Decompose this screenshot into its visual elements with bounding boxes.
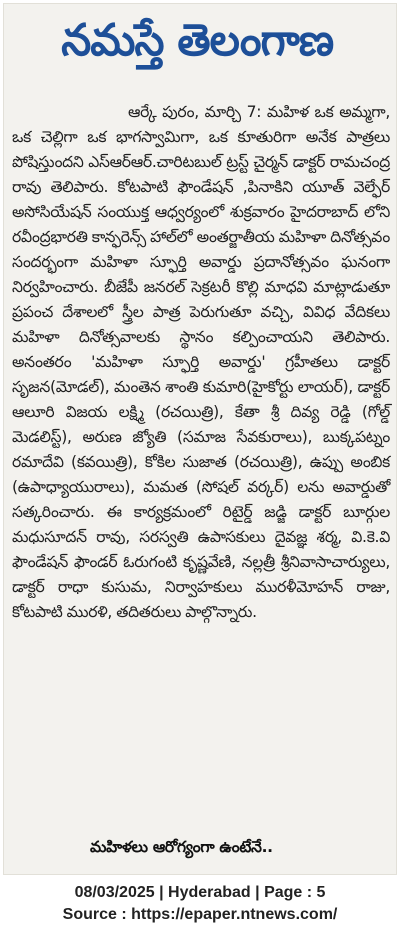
next-article-headline: మహిళలు ఆరోగ్యంగా ఉంటేనే..: [90, 838, 273, 856]
masthead-title: నమస్తే తెలంగాణ: [61, 15, 334, 66]
source-line: Source : https://epaper.ntnews.com/: [62, 906, 338, 923]
dateline: 08/03/2025 | Hyderabad | Page : 5: [74, 884, 326, 901]
article-body: ఆర్కే పురం, మార్చి 7: మహిళ ఒక అమ్మగా, ఒక చెల్లిగా ఒక భాగస్వామిగా, ఒక కూతురిగా అనేక పాత్రలు పోషిస్తుందని ఎస్‌ఆర్‌ఆర్.చారిటబుల్ ట్రస్ట్ చైర్మన్ డాక్టర్ రామచంద్ర రావు తెలిపారు. కోటపాటి ఫౌండేషన్ ,పినాకిని యూత్ వెల్ఫేర్ అసోసియేషన్ సంయుక్త ఆధ్వర్యంలో శుక్రవారం హైదరాబాద్ లోని రవీంద్రభారతి కాన్ఫరెన్స్ హాల్‌లో అంతర్జాతీయ మహిళా దినోత్సవం సందర్భంగా మహిళా స్ఫూర్తి అవార్డు ప్రదానోత్సవం ఘనంగా నిర్వహించారు. బీజేపీ జనరల్ సెక్రటరీ కొల్లి మాధవి మాట్లాడుతూ ప్రపంచ దేశాలలో స్త్రీల పాత్ర పెరుగుతూ వచ్చి, వివిధ వేదికలు మహిళా దినోత్సవాలకు స్థానం కల్పించాయని తెలిపారు. అనంతరం 'మహిళా స్ఫూర్తి అవార్డు' గ్రహీతలు డాక్టర్ సృజన(మోడల్), మంతెన శాంతి కుమారి(హైకోర్టు లాయర్), డాక్టర్ ఆలూరి విజయ లక్ష్మి (రచయిత్రి), కేతా శ్రీ దివ్య రెడ్డి (గోల్డ్ మెడలిస్ట్), అరుణ జ్యోతి (సమాజ సేవకురాలు), బుక్కపట్నం రమాదేవి (కవయిత్రి), కోకిల సుజాత (రచయిత్రి), ఉప్పు అంబిక (ఉపాధ్యాయురాలు), మమత (సోషల్ వర్కర్) లను అవార్డుతో సత్కరించారు. ఈ కార్యక్రమంలో రిటైర్డ్ జడ్జి డాక్టర్ బూర్గుల మధుసూదన్ రావు, సరస్వతి ఉపాసకులు దైవజ్ఞ శర్మ, వి.కె.వి ఫౌండేషన్ ఫౌండర్ ఓరుగంటి కృష్ణవేణి, నల్లత్రీ శ్రీనివాసాచార్యులు, డాక్టర్ రాధా కుసుమ, నిర్వాహకులు మురళీమోహన్ రాజు, కోటపాటి మురళి, తదితరులు పాల్గొన్నారు.: [12, 103, 390, 621]
newspaper-clipping: [3, 3, 397, 875]
